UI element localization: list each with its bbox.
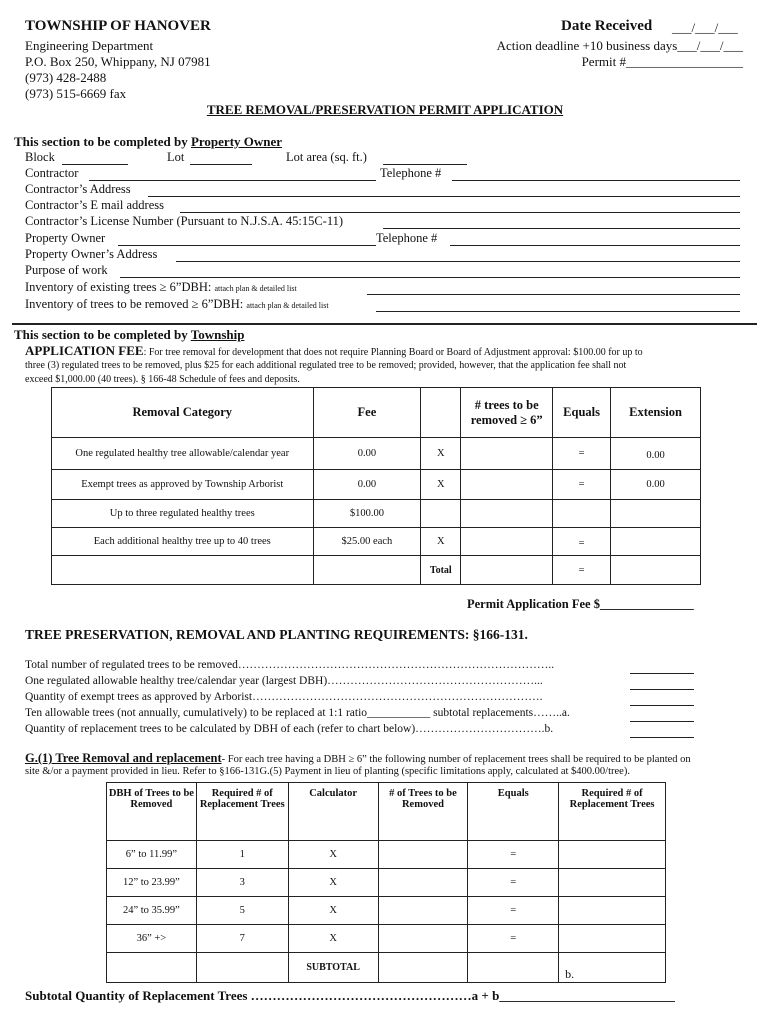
permit-number-field[interactable]: Permit #__________________	[581, 54, 743, 69]
replacement-table	[106, 782, 666, 983]
contractor-license-field[interactable]	[383, 228, 740, 229]
fee-header-blank	[421, 388, 461, 438]
fee-total-trees-input[interactable]	[461, 556, 553, 585]
fee-cell: 0.00	[611, 438, 701, 470]
fee-trees-input[interactable]	[461, 500, 553, 528]
fee-trees-input[interactable]	[461, 438, 553, 470]
fee-cell: =	[553, 470, 611, 500]
req-total-regulated: Total number of regulated trees to be removed………………………………………………………………………..	[25, 659, 555, 671]
repl-cell: X	[288, 869, 378, 897]
fee-cell	[313, 556, 421, 585]
table-row	[107, 953, 666, 983]
repl-header-required-total: Required # of Replacement Trees	[559, 783, 666, 841]
fee-cell: $25.00 each	[313, 528, 421, 556]
contractor-email-label: Contractor’s E mail address	[25, 198, 164, 212]
repl-cell: =	[468, 869, 559, 897]
fee-cell	[52, 556, 314, 585]
owner-address-field[interactable]	[176, 261, 740, 262]
repl-cell	[107, 953, 197, 983]
fee-total-extension-input[interactable]	[611, 556, 701, 585]
fee-extension-input[interactable]	[611, 528, 701, 556]
contractor-license-label: Contractor’s License Number (Pursuant to N.J.S.A. 45:15C-11)	[25, 214, 344, 228]
phone: (973) 428-2488	[25, 70, 107, 85]
repl-cell: X	[288, 897, 378, 925]
fee-cell: Up to three regulated healthy trees	[52, 500, 314, 528]
fee-cell: X	[421, 470, 461, 500]
fee-total-label: Total	[421, 556, 461, 585]
fee-header-fee: Fee	[313, 388, 421, 438]
repl-removed-input[interactable]	[378, 869, 468, 897]
fee-cell: X	[421, 528, 461, 556]
owner-section-heading: This section to be completed by Property Owner	[14, 134, 283, 149]
permit-application-fee-field[interactable]: Permit Application Fee $_______________	[467, 597, 694, 611]
repl-removed-input[interactable]	[378, 897, 468, 925]
lot-area-field[interactable]	[383, 164, 467, 165]
table-row	[107, 869, 666, 897]
repl-cell: =	[468, 925, 559, 953]
fee-header-equals: Equals	[553, 388, 611, 438]
table-row	[107, 925, 666, 953]
repl-required-input[interactable]	[559, 925, 666, 953]
repl-header-required: Required # of Replacement Trees	[196, 783, 288, 841]
contractor-email-field[interactable]	[180, 212, 740, 213]
fee-cell	[421, 500, 461, 528]
repl-cell: 5	[196, 897, 288, 925]
repl-cell: =	[468, 841, 559, 869]
owner-address-label: Property Owner’s Address	[25, 247, 158, 261]
action-deadline-field[interactable]: Action deadline +10 business days___/___/___	[496, 38, 743, 53]
form-title: TREE REMOVAL/PRESERVATION PERMIT APPLICATION	[206, 102, 564, 117]
req-exempt-trees: Quantity of exempt trees as approved by Arborist………………………………………………………………….	[25, 691, 543, 703]
req-ten-allowable: Ten allowable trees (not annually, cumulatively) to be replaced at 1:1 ratio___________ subtotal replacements……..a.	[25, 707, 570, 719]
req-replacement-quantity: Quantity of replacement trees to be calculated by DBH of each (refer to chart below)…………………………….b.	[25, 723, 554, 735]
fee-cell	[553, 500, 611, 528]
contractor-address-field[interactable]	[148, 196, 740, 197]
repl-cell: 24” to 35.99”	[107, 897, 197, 925]
requirements-heading: TREE PRESERVATION, REMOVAL AND PLANTING REQUIREMENTS: §166-131.	[25, 627, 528, 642]
owner-telephone-label: Telephone #	[376, 231, 438, 245]
block-field[interactable]	[62, 164, 128, 165]
repl-cell: 1	[196, 841, 288, 869]
table-row	[107, 897, 666, 925]
repl-header-dbh: DBH of Trees to be Removed	[107, 783, 197, 841]
fee-cell: Exempt trees as approved by Township Arborist	[52, 470, 314, 500]
fee-cell	[611, 500, 701, 528]
fee-cell: =	[553, 438, 611, 470]
req-total-regulated-field[interactable]	[630, 673, 694, 674]
repl-subtotal-label: SUBTOTAL	[288, 953, 378, 983]
purpose-label: Purpose of work	[25, 263, 108, 277]
repl-cell	[468, 953, 559, 983]
repl-cell: 7	[196, 925, 288, 953]
repl-cell	[196, 953, 288, 983]
fee-cell: =	[553, 528, 611, 556]
fee-cell: Each additional healthy tree up to 40 trees	[52, 528, 314, 556]
inventory-removed-field[interactable]	[376, 311, 740, 312]
fee-table	[51, 387, 701, 585]
address: P.O. Box 250, Whippany, NJ 07981	[25, 54, 211, 69]
table-row	[52, 556, 701, 585]
contractor-field[interactable]	[89, 180, 376, 181]
repl-header-equals: Equals	[468, 783, 559, 841]
req-allowable-tree-field[interactable]	[630, 689, 694, 690]
date-received-field[interactable]: ___/___/___	[672, 20, 738, 35]
table-row	[52, 500, 701, 528]
application-fee-text-2: three (3) regulated trees to be removed, plus $25 for each additional regulated tree to be removed; provided, however, that the application fee shall not	[25, 360, 627, 371]
fee-trees-input[interactable]	[461, 528, 553, 556]
contractor-telephone-label: Telephone #	[380, 166, 442, 180]
repl-cell: 12” to 23.99”	[107, 869, 197, 897]
lot-label: Lot	[167, 150, 185, 164]
fee-header-trees: # trees to be removed ≥ 6”	[461, 388, 553, 438]
repl-cell: X	[288, 925, 378, 953]
repl-subtotal-removed-input[interactable]	[378, 953, 468, 983]
repl-cell: 36” +>	[107, 925, 197, 953]
fee-cell: One regulated healthy tree allowable/calendar year	[52, 438, 314, 470]
department: Engineering Department	[25, 38, 154, 53]
repl-cell: X	[288, 841, 378, 869]
owner-telephone-field[interactable]	[450, 245, 740, 246]
table-row	[52, 438, 701, 470]
fee-cell: 0.00	[611, 470, 701, 500]
inventory-existing-field[interactable]	[367, 294, 740, 295]
replacement-header-row	[107, 783, 666, 841]
repl-required-input[interactable]	[559, 897, 666, 925]
fee-cell: 0.00	[313, 470, 421, 500]
fee-cell: =	[553, 556, 611, 585]
fee-cell: $100.00	[313, 500, 421, 528]
inventory-existing-label: Inventory of existing trees ≥ 6”DBH: attach plan & detailed list	[25, 280, 297, 294]
replacement-intro-1: G.(1) Tree Removal and replacement- For each tree having a DBH ≥ 6” the following number of replacement trees shall be required to be planted on	[25, 751, 691, 765]
subtotal-replacement-field[interactable]: Subtotal Quantity of Replacement Trees ……………………………………………a + b___________________________	[25, 988, 675, 1003]
contractor-label: Contractor	[25, 166, 79, 180]
repl-header-calculator: Calculator	[288, 783, 378, 841]
property-owner-field[interactable]	[118, 245, 376, 246]
fee-table-header-row	[52, 388, 701, 438]
date-received-label: Date Received	[561, 18, 653, 34]
table-row	[52, 528, 701, 556]
fax: (973) 515-6669 fax	[25, 86, 127, 101]
application-fee-text-3: exceed $1,000.00 (40 trees). § 166-48 Schedule of fees and deposits.	[25, 374, 300, 385]
lot-field[interactable]	[190, 164, 252, 165]
fee-cell: 0.00	[313, 438, 421, 470]
repl-cell: 6” to 11.99”	[107, 841, 197, 869]
lot-area-label: Lot area (sq. ft.)	[286, 150, 367, 164]
table-row	[107, 841, 666, 869]
inventory-removed-label: Inventory of trees to be removed ≥ 6”DBH: attach plan & detailed list	[25, 297, 329, 311]
repl-removed-input[interactable]	[378, 925, 468, 953]
repl-removed-input[interactable]	[378, 841, 468, 869]
fee-cell: X	[421, 438, 461, 470]
repl-cell: =	[468, 897, 559, 925]
repl-header-removed: # of Trees to be Removed	[378, 783, 468, 841]
fee-header-category: Removal Category	[52, 388, 314, 438]
township-section-heading: This section to be completed by Township	[14, 327, 245, 342]
contractor-address-label: Contractor’s Address	[25, 182, 131, 196]
repl-cell: 3	[196, 869, 288, 897]
section-divider	[12, 323, 757, 325]
req-allowable-tree: One regulated allowable healthy tree/calendar year (largest DBH)………………………………………………...	[25, 675, 543, 687]
req-subtotal-a-field[interactable]	[630, 721, 694, 722]
block-label: Block	[25, 150, 55, 164]
application-fee-text-1: APPLICATION FEE: For tree removal for development that does not require Planning Board or Board of Adjustment approval: $100.00 for up to	[25, 343, 643, 358]
purpose-field[interactable]	[120, 277, 740, 278]
req-subtotal-b-field[interactable]	[630, 737, 694, 738]
req-exempt-trees-field[interactable]	[630, 705, 694, 706]
repl-required-input[interactable]	[559, 841, 666, 869]
replacement-intro-2: site &/or a payment provided in lieu. Refer to §166-131G.(5) Payment in lieu of planting (specific limitations apply, calculated at $400.00/tree).	[25, 766, 630, 777]
property-owner-label: Property Owner	[25, 231, 106, 245]
table-row	[52, 470, 701, 500]
repl-required-input[interactable]	[559, 869, 666, 897]
fee-header-extension: Extension	[611, 388, 701, 438]
fee-trees-input[interactable]	[461, 470, 553, 500]
contractor-telephone-field[interactable]	[452, 180, 740, 181]
repl-subtotal-b-input[interactable]: b.	[559, 953, 666, 983]
township-name: TOWNSHIP OF HANOVER	[25, 18, 211, 34]
